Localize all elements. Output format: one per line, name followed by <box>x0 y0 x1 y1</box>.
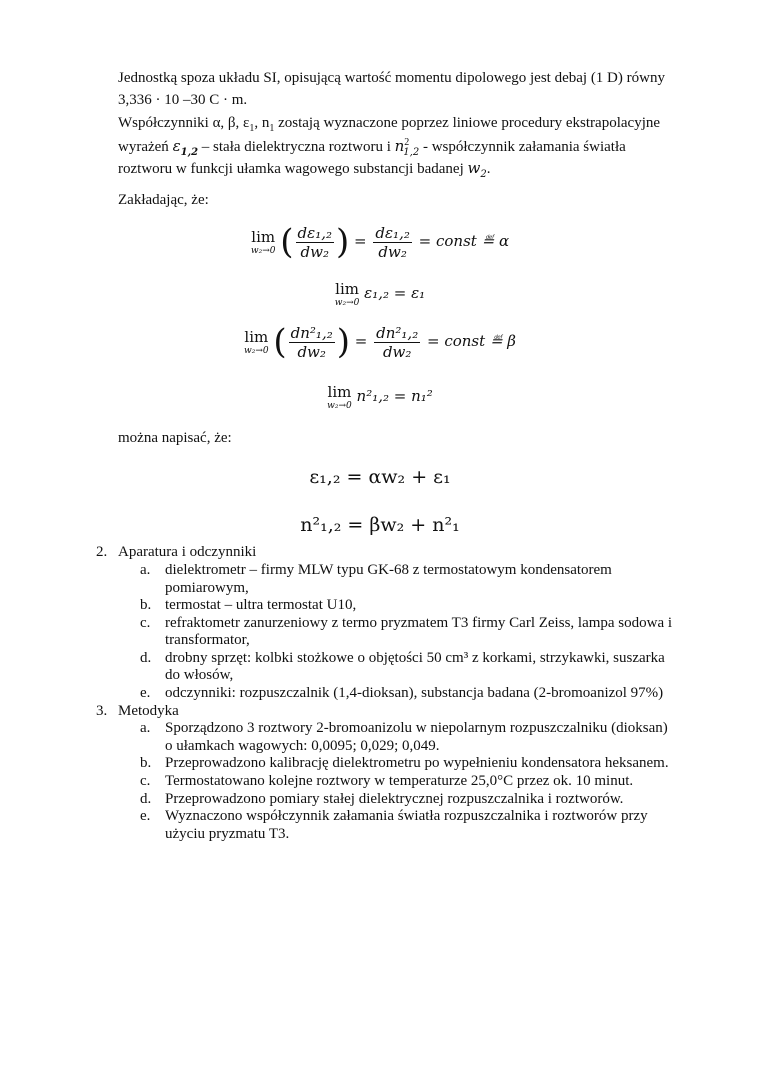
intro-line-3: Współczynniki α, β, $\varepsilon_1$, $n_1$ zostają wyznaczone poprzez liniowe procedury ekstrapolacyjne <box>118 115 661 134</box>
s2-item-c-line2: transformator, <box>165 632 250 648</box>
s2-item-d-line2: do włosów, <box>165 667 234 683</box>
limit-equation-4: lim w₂→0 n²₁,₂ = n₁² <box>327 383 433 411</box>
s2-item-d-letter: d. <box>140 650 152 666</box>
s3-item-b-line1: Przeprowadzono kalibrację dielektrometru po wypełnieniu kondensatora heksanem. <box>165 755 669 771</box>
s3-item-a-line2: o ułamkach wagowych: 0,0095; 0,029; 0,049. <box>165 738 440 754</box>
final-equation-2: n²₁,₂ = βw₂ + n²₁ <box>300 514 460 536</box>
s3-item-e-letter: e. <box>140 808 151 824</box>
s3-item-a-line1: Sporządzono 3 roztwory 2-bromoanizolu w niepolarnym rozpuszczalniku (dioksan) <box>165 720 668 736</box>
s3-item-d-letter: d. <box>140 791 152 807</box>
intro-line-1: Jednostką spoza układu SI, opisującą wartość momentu dipolowego jest debaj (1 D) równy <box>118 70 665 86</box>
intro-line-5: roztworu w funkcji ułamka wagowego substancji badanej $w_2$. <box>118 159 491 180</box>
limit-equation-3: lim w₂→0 ( $\frac{\text{dn²₁,₂}}{\text{dw₂}}$ ) = $\frac{\text{dn²₁,₂}}{\text{dw₂}}$ = const ≝ β <box>244 322 516 362</box>
limit-equation-2: lim w₂→0 ε₁,₂ = ε₁ <box>334 280 426 308</box>
s2-item-c-letter: c. <box>140 615 151 631</box>
s2-item-b-line1: termostat – ultra termostat U10, <box>165 597 357 613</box>
s2-item-a-line2: pomiarowym, <box>165 580 249 596</box>
zakladajac-text: Zakładając, że: <box>118 192 209 208</box>
final-equation-1: ε₁,₂ = αw₂ + ε₁ <box>309 466 451 488</box>
intro-line-4: wyrażeń $\varepsilon_{1,2}$ – stała dielektryczna roztworu i $n^2_{1,2}$ - współczynnik załamania światła <box>118 137 626 158</box>
s2-item-e-line1: odczynniki: rozpuszczalnik (1,4-dioksan), substancja badana (2-bromoanizol 97%) <box>165 685 664 701</box>
section-3-number: 3. <box>96 703 108 719</box>
s3-item-d-line1: Przeprowadzono pomiary stałej dielektrycznej rozpuszczalnika i roztworów. <box>165 791 624 807</box>
mozna-text: można napisać, że: <box>118 430 232 446</box>
s3-item-b-letter: b. <box>140 755 152 771</box>
limit-equation-1: lim w₂→0 ( $\frac{\text{dε₁,₂}}{\text{dw₂}}$ ) = $\frac{\text{dε₁,₂}}{\text{dw₂}}$ = const ≝ α <box>250 222 510 262</box>
s2-item-b-letter: b. <box>140 597 152 613</box>
s3-item-a-letter: a. <box>140 720 151 736</box>
intro-line-2: 3,336 · 10 –30 C · m. <box>118 92 248 108</box>
s2-item-a-line1: dielektrometr – firmy MLW typu GK-68 z termostatowym kondensatorem <box>165 562 612 578</box>
s3-item-c-letter: c. <box>140 773 151 789</box>
section-2-number: 2. <box>96 544 108 560</box>
s2-item-a-letter: a. <box>140 562 151 578</box>
section-3-title: Metodyka <box>118 703 179 719</box>
s3-item-e-line2: użyciu pryzmatu T3. <box>165 826 290 842</box>
s2-item-e-letter: e. <box>140 685 151 701</box>
s2-item-d-line1: drobny sprzęt: kolbki stożkowe o objętości 50 cm³ z korkami, strzykawki, suszarka <box>165 650 665 666</box>
s3-item-c-line1: Termostatowano kolejne roztwory w temperaturze 25,0°C przez ok. 10 minut. <box>165 773 634 789</box>
section-2-title: Aparatura i odczynniki <box>118 544 257 560</box>
s2-item-c-line1: refraktometr zanurzeniowy z termo pryzmatem T3 firmy Carl Zeiss, lampa sodowa i <box>165 615 673 631</box>
s3-item-e-line1: Wyznaczono współczynnik załamania światła rozpuszczalnika i roztworów przy <box>165 808 648 824</box>
